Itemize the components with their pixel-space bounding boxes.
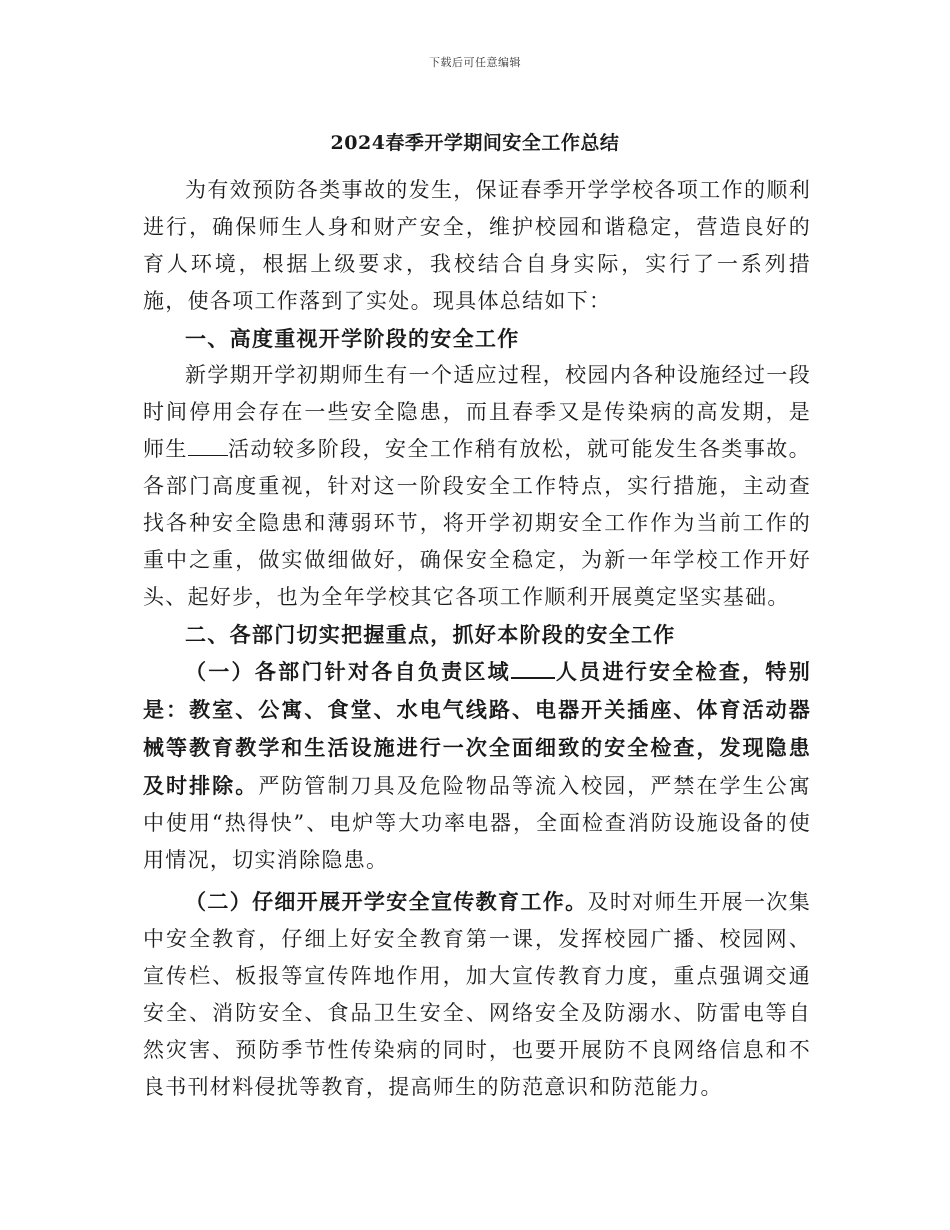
document-body: [143, 172, 811, 1106]
intro-paragraph: 为有效预防各类事故的发生，保证春季开学学校各项工作的顺利进行，确保师生人身和财产安全，维护校园和谐稳定，营造良好的育人环境，根据上级要求，我校结合自身实际，实行了一系列措施，使各项工作落到了实处。现具体总结如下：: [143, 178, 811, 313]
blank-underline: [188, 437, 228, 456]
section-1-text-b: 活动较多阶段，安全工作稍有放松，就可能发生各类事故。各部门高度重视，针对这一阶段安全工作特点，实行措施，主动查找各种安全隐患和薄弱环节，将开学初期安全工作作为当前工作的重中之重，做实做细做好，确保安全稳定，为新一年学校工作开好头、起好步，也为全年学校其它各项工作顺利开展奠定坚实基础。: [143, 437, 811, 609]
section-2-item-1-paragraph: [143, 653, 811, 879]
item-1-text: 严防管制刀具及危险物品等流入校园，严禁在学生公寓中使用“热得快”、电炉等大功率电器，全面检查消防设施设备的使用情况，切实消除隐患。: [143, 774, 812, 872]
blank-underline: [511, 659, 555, 679]
section-1-text-a: 新学期开学初期师生有一个适应过程，校园内各种设施经过一段时间停用会存在一些安全隐患，而且春季又是传染病的高发期，是师生: [143, 363, 811, 461]
document-title: 2024春季开学期间安全工作总结: [330, 132, 620, 154]
item-2-lead: （二）仔细开展开学安全宣传教育工作。: [185, 889, 588, 914]
section-1-paragraph: [143, 357, 811, 616]
item-1-lead-b: 人员进行安全检查，特别是：教室、公寓、食堂、水电气线路、电器开关插座、体育活动器械等教育教学和生活设施进行一次全面细致的安全检查，发现隐患及时排除。: [143, 659, 811, 798]
section-1-heading: 一、高度重视开学阶段的安全工作: [185, 326, 520, 351]
header-note: 下载后可任意编辑: [429, 56, 521, 69]
section-2-heading: 二、各部门切实把握重点，抓好本阶段的安全工作: [185, 622, 676, 647]
item-2-text: 及时对师生开展一次集中安全教育，仔细上好安全教育第一课，发挥校园广播、校园网、宣传栏、板报等宣传阵地作用，加大宣传教育力度，重点强调交通安全、消防安全、食品卫生安全、网络安全及防溺水、防雷电等自然灾害、预防季节性传染病的同时，也要开展防不良网络信息和不良书刊材料侵扰等教育，提高师生的防范意识和防范能力。: [143, 890, 811, 1099]
item-1-lead-a: （一）各部门针对各自负责区域: [185, 659, 511, 684]
section-2-item-2-paragraph: [143, 883, 811, 1106]
